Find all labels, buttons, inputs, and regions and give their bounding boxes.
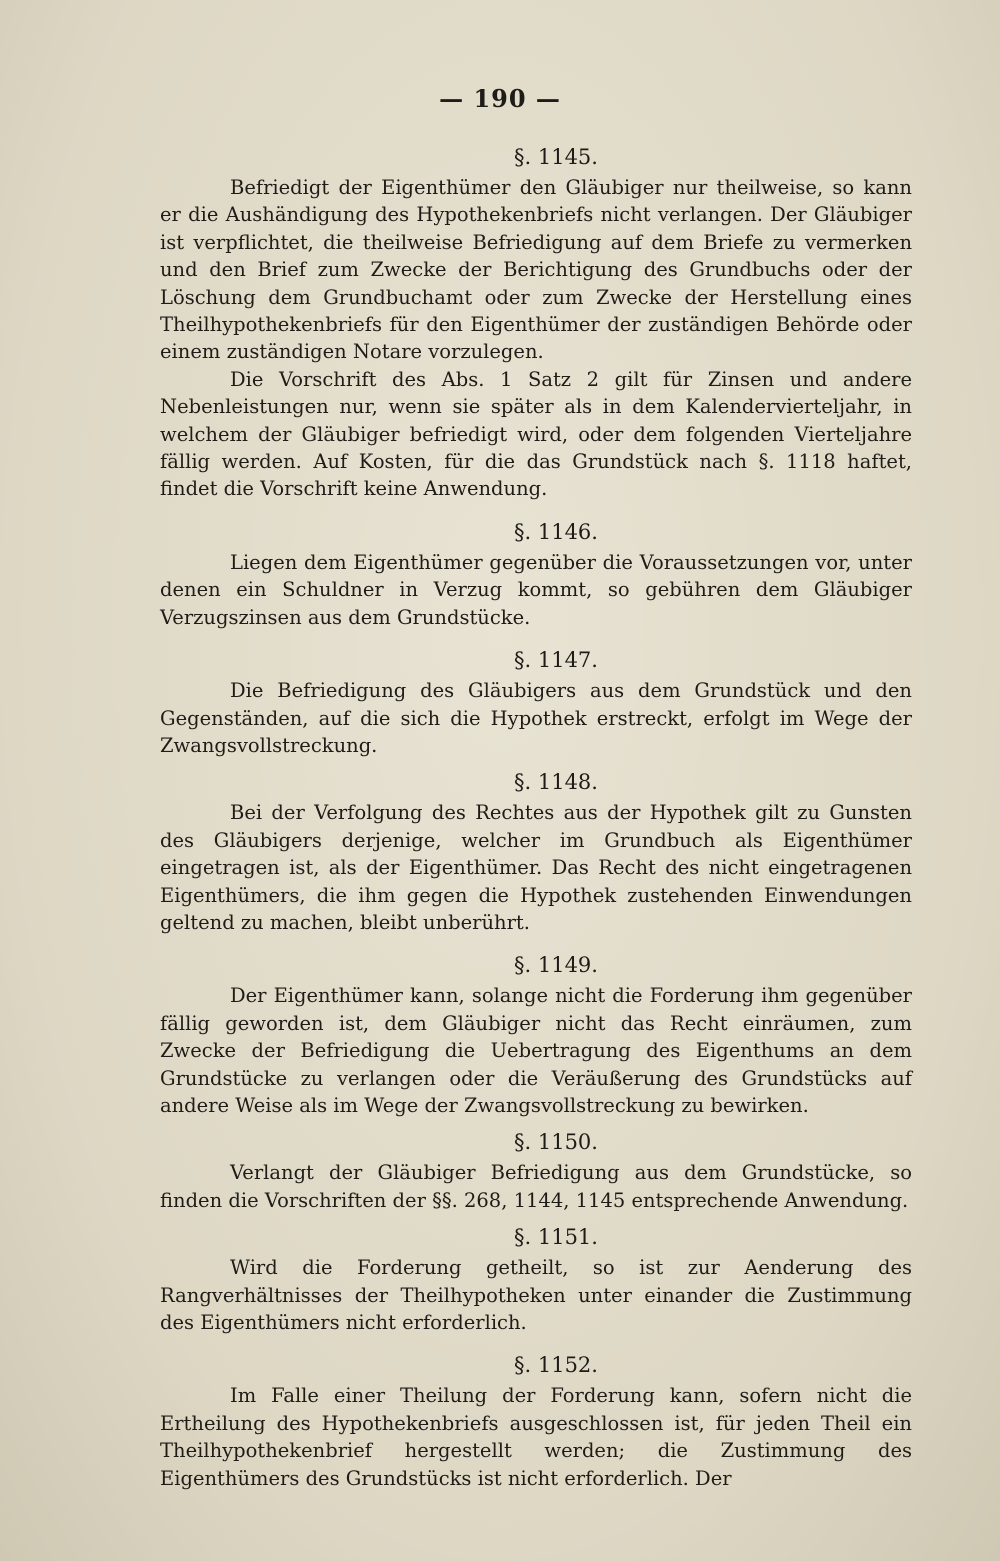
paragraph: Liegen dem Eigenthümer gegenüber die Voraussetzungen vor, unter denen ein Schuldner in Verzug kommt, so gebühren dem Gläubiger Verzugszinsen aus dem Grundstücke. (160, 550, 912, 629)
section-1152 (160, 1348, 912, 1492)
section-1150 (160, 1125, 912, 1214)
section-1151 (160, 1220, 912, 1336)
section-heading: §. 1151. (514, 1225, 598, 1250)
paragraph: Verlangt der Gläubiger Befriedigung aus dem Grundstücke, so finden die Vorschriften der §§. 268, 1144, 1145 entsprechende Anwendung. (160, 1161, 912, 1212)
section-1148 (160, 765, 912, 936)
paragraph: Befriedigt der Eigenthümer den Gläubiger nur theilweise, so kann er die Aushändigung des Hypothekenbriefs nicht verlangen. Der Gläubiger ist verpflichtet, die theilweise Befriedigung auf dem Briefe zu vermerken und den Brief zum Zwecke der Berichtigung des Grundbuchs oder der Löschung dem Grundbuchamt oder zum Zwecke der Herstellung eines Theilhypothekenbriefs für den Eigenthümer der zuständigen Behörde oder einem zuständigen Notare vorzulegen. (160, 176, 912, 364)
section-heading: §. 1147. (514, 648, 598, 673)
paragraph: Wird die Forderung getheilt, so ist zur Aenderung des Rangverhältnisses der Theilhypotheken unter einander die Zustimmung des Eigenthümers nicht erforderlich. (160, 1256, 912, 1334)
section-heading: §. 1145. (514, 145, 598, 169)
section-heading: §. 1148. (514, 770, 598, 795)
paragraph: Die Befriedigung des Gläubigers aus dem Grundstück und den Gegenständen, auf die sich die Hypothek erstreckt, erfolgt im Wege der Zwangsvollstreckung. (160, 679, 912, 757)
page-content (160, 140, 912, 1492)
section-1147 (160, 643, 912, 759)
section-heading: §. 1152. (514, 1353, 598, 1378)
section-1145 (160, 140, 912, 503)
page-number: — 190 — (439, 84, 561, 113)
section-heading: §. 1149. (514, 953, 598, 978)
paragraph: Die Vorschrift des Abs. 1 Satz 2 gilt für Zinsen und andere Nebenleistungen nur, wenn sie später als in dem Kalendervierteljahr, in welchem der Gläubiger befriedigt wird, oder dem folgenden Vierteljahre fällig werden. Auf Kosten, für die das Grundstück nach §. 1118 haftet, findet die Vorschrift keine Anwendung. (160, 367, 912, 501)
section-1149 (160, 948, 912, 1119)
paragraph: Der Eigenthümer kann, solange nicht die Forderung ihm gegenüber fällig geworden ist, dem Gläubiger nicht das Recht einräumen, zum Zwecke der Befriedigung die Uebertragung des Eigenthums an dem Grundstücke zu verlangen oder die Veräußerung des Grundstücks auf andere Weise als im Wege der Zwangsvollstreckung zu bewirken. (160, 984, 912, 1117)
section-heading: §. 1150. (514, 1130, 598, 1155)
paragraph: Bei der Verfolgung des Rechtes aus der Hypothek gilt zu Gunsten des Gläubigers derjenige, welcher im Grundbuch als Eigenthümer eingetragen ist, als der Eigenthümer. Das Recht des nicht eingetragenen Eigenthümers, die ihm gegen die Hypothek zustehenden Einwendungen geltend zu machen, bleibt unberührt. (160, 801, 912, 934)
section-1146 (160, 515, 912, 631)
paragraph: Im Falle einer Theilung der Forderung kann, sofern nicht die Ertheilung des Hypothekenbriefs ausgeschlossen ist, für jeden Theil ein Theilhypothekenbrief hergestellt werden; die Zustimmung des Eigenthümers des Grundstücks ist nicht erforderlich. Der (160, 1384, 912, 1490)
section-heading: §. 1146. (514, 519, 598, 544)
